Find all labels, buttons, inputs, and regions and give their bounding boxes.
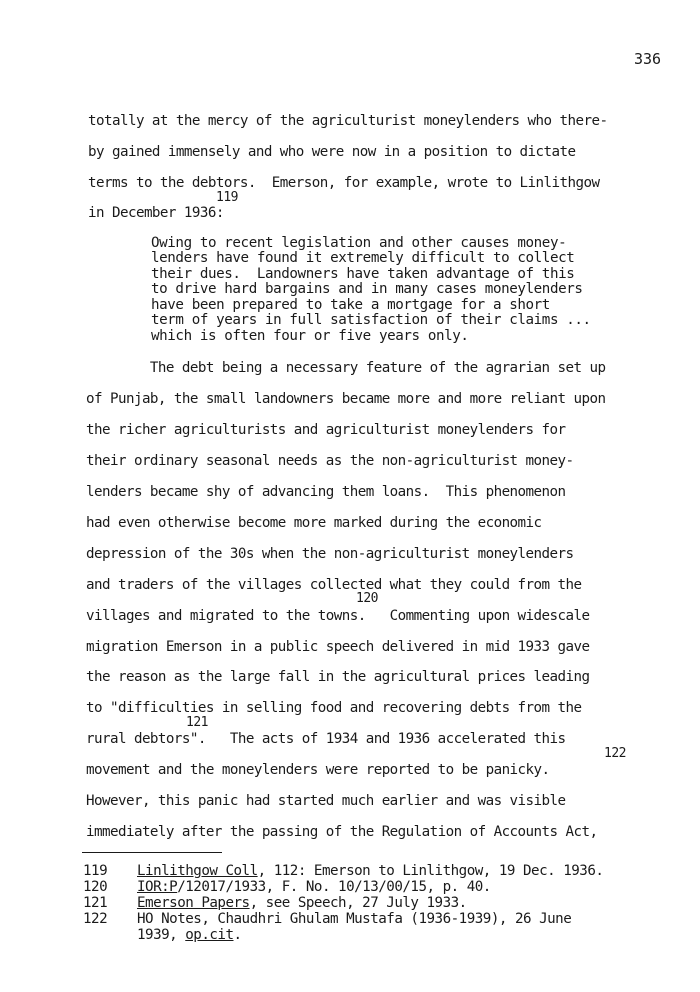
page-number: 336 (634, 50, 662, 68)
footnote-source: IOR:P (137, 879, 178, 895)
footnote-source: op.cit (185, 927, 234, 943)
footnote-ref-121: 121 (186, 715, 208, 730)
text-line: villages and migrated to the towns. Commenting upon widescale (86, 608, 590, 624)
text-line: to "difficulties in selling food and recovering debts from the (86, 700, 582, 716)
text-line: rural debtors". The acts of 1934 and 1936 accelerated this (86, 731, 566, 747)
footnote-detail: . (233, 927, 242, 943)
text-line: and traders of the villages collected what they could from the (86, 577, 582, 593)
text-line: had even otherwise become more marked during the economic (86, 515, 542, 531)
text-line: depression of the 30s when the non-agriculturist moneylenders (86, 546, 574, 562)
text-line: However, this panic had started much earlier and was visible (86, 793, 566, 809)
footnote-source: Linlithgow Coll (137, 863, 258, 879)
text-line: of Punjab, the small landowners became more and more reliant upon (86, 391, 606, 407)
quote-line: have been prepared to take a mortgage for a short (151, 297, 550, 313)
quote-line: which is often four or five years only. (151, 328, 469, 344)
text-line: their ordinary seasonal needs as the non-agriculturist money- (86, 453, 574, 469)
footnote-number: 119 (83, 863, 108, 879)
quote-line: to drive hard bargains and in many cases moneylenders (151, 281, 583, 297)
footnote-text (137, 895, 467, 911)
text-line: movement and the moneylenders were reported to be panicky. (86, 762, 550, 778)
quote-line: their dues. Landowners have taken advantage of this (151, 266, 575, 282)
footnote-ref-120: 120 (356, 591, 378, 606)
quote-line: Owing to recent legislation and other causes money- (151, 235, 567, 251)
footnote-divider (82, 852, 222, 853)
footnote-text-continued (137, 927, 242, 943)
text-line: terms to the debtors. Emerson, for example, wrote to Linlithgow (88, 175, 600, 191)
footnote-detail: 1939, (137, 927, 186, 943)
footnote-number: 120 (83, 879, 108, 895)
footnote-text (137, 863, 603, 879)
quote-line: lenders have found it extremely difficult to collect (151, 250, 575, 266)
footnote-text (137, 879, 491, 895)
text-line: lenders became shy of advancing them loans. This phenomenon (86, 484, 566, 500)
footnote-ref-119: 119 (216, 190, 238, 205)
footnote-number: 121 (83, 895, 108, 911)
text-line: The debt being a necessary feature of the agrarian set up (86, 360, 606, 376)
text-line: totally at the mercy of the agriculturist moneylenders who there- (88, 113, 608, 129)
text-line: the richer agriculturists and agriculturist moneylenders for (86, 422, 566, 438)
text-line: immediately after the passing of the Regulation of Accounts Act, (86, 824, 598, 840)
text-line: the reason as the large fall in the agricultural prices leading (86, 669, 590, 685)
text-line: by gained immensely and who were now in a position to dictate (88, 144, 576, 160)
footnote-detail: , see Speech, 27 July 1933. (249, 895, 467, 911)
footnote-number: 122 (83, 911, 108, 927)
text-line: in December 1936: (88, 205, 224, 221)
footnote-ref-122: 122 (604, 746, 626, 761)
footnote-detail: , 112: Emerson to Linlithgow, 19 Dec. 1936. (257, 863, 604, 879)
text-line: migration Emerson in a public speech delivered in mid 1933 gave (86, 639, 590, 655)
quote-line: term of years in full satisfaction of their claims ... (151, 312, 591, 328)
footnote-source: Emerson Papers (137, 895, 250, 911)
footnote-text: HO Notes, Chaudhri Ghulam Mustafa (1936-1939), 26 June (137, 911, 572, 927)
footnote-detail: /12017/1933, F. No. 10/13/00/15, p. 40. (177, 879, 491, 895)
